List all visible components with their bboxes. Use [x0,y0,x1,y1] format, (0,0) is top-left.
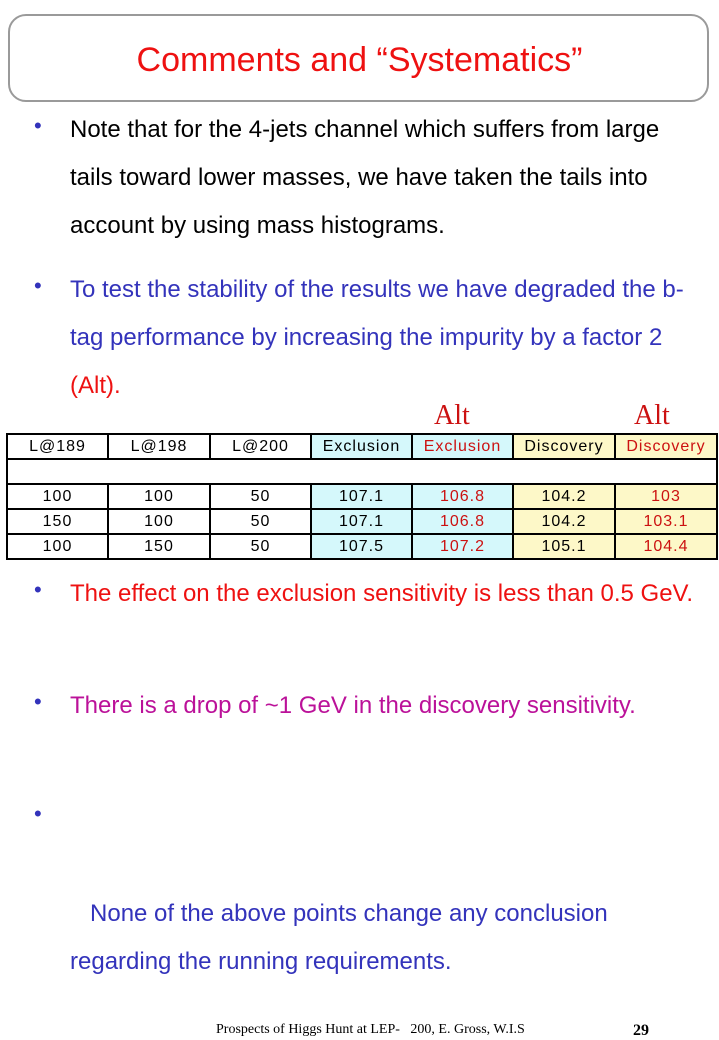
bullet-3-text: The effect on the exclusion sensitivity is less than 0.5 GeV. [70,580,694,607]
table-cell: 100 [7,534,108,559]
bullet-dot-icon: • [34,801,42,826]
bullet-dot-icon: • [34,273,42,298]
table-cell: 107.1 [311,509,412,534]
header-cell: Exclusion [311,434,412,459]
bullet-dot-icon: • [34,577,42,602]
table-cell: 103.1 [615,509,717,534]
table-cell: 100 [108,509,210,534]
table-row [7,484,717,509]
table-cell: 104.2 [513,484,615,509]
bullet-2-text: To test the stability of the results we have degraded the b-tag performance by increasing the impurity by a factor 2 [70,276,684,351]
header-cell: Exclusion [412,434,513,459]
header-cell: L@198 [108,434,210,459]
table-cell: 100 [7,484,108,509]
table-gap [7,459,717,484]
table-cell: 50 [210,534,311,559]
table-cell: 106.8 [412,509,513,534]
table-cell: 100 [108,484,210,509]
header-cell: L@189 [7,434,108,459]
table-cell: 150 [108,534,210,559]
header-cell: Discovery [513,434,615,459]
table-cell: 105.1 [513,534,615,559]
bullet-2 [34,266,700,410]
table-cell: 107.5 [311,534,412,559]
table-row [7,509,717,534]
bullet-2-alt: (Alt). [70,372,121,399]
bullet-1 [34,106,700,250]
slide-title: Comments and “Systematics” [136,41,583,79]
bullet-4 [34,682,700,730]
table-header-row [7,434,717,459]
bullet-dot-icon: • [34,113,42,138]
bullet-5-text: None of the above points change any conclusion regarding the running requirements. [70,900,615,975]
alt-label-exclusion: Alt [434,400,470,431]
table-cell: 50 [210,484,311,509]
bullet-1-text: Note that for the 4-jets channel which suffers from large tails toward lower masses, we have taken the tails into account by using mass histograms. [70,116,660,239]
table-cell: 50 [210,509,311,534]
bullet-dot-icon: • [34,689,42,714]
bullet-4-text: There is a drop of ~1 GeV in the discovery sensitivity. [70,692,636,719]
alt-label-discovery: Alt [634,400,670,431]
table-cell: 104.4 [615,534,717,559]
bullet-5 [34,794,700,986]
results-table [6,433,718,560]
header-cell: Discovery [615,434,717,459]
table-cell: 103 [615,484,717,509]
footer-text: Prospects of Higgs Hunt at LEP- 200, E. Gross, W.I.S [216,1022,525,1037]
bullet-3 [34,570,700,618]
table-cell: 107.1 [311,484,412,509]
table-cell: 104.2 [513,509,615,534]
header-cell: L@200 [210,434,311,459]
page-number: 29 [633,1022,649,1039]
table-cell: 106.8 [412,484,513,509]
table-cell: 150 [7,509,108,534]
table-cell: 107.2 [412,534,513,559]
table-row [7,534,717,559]
